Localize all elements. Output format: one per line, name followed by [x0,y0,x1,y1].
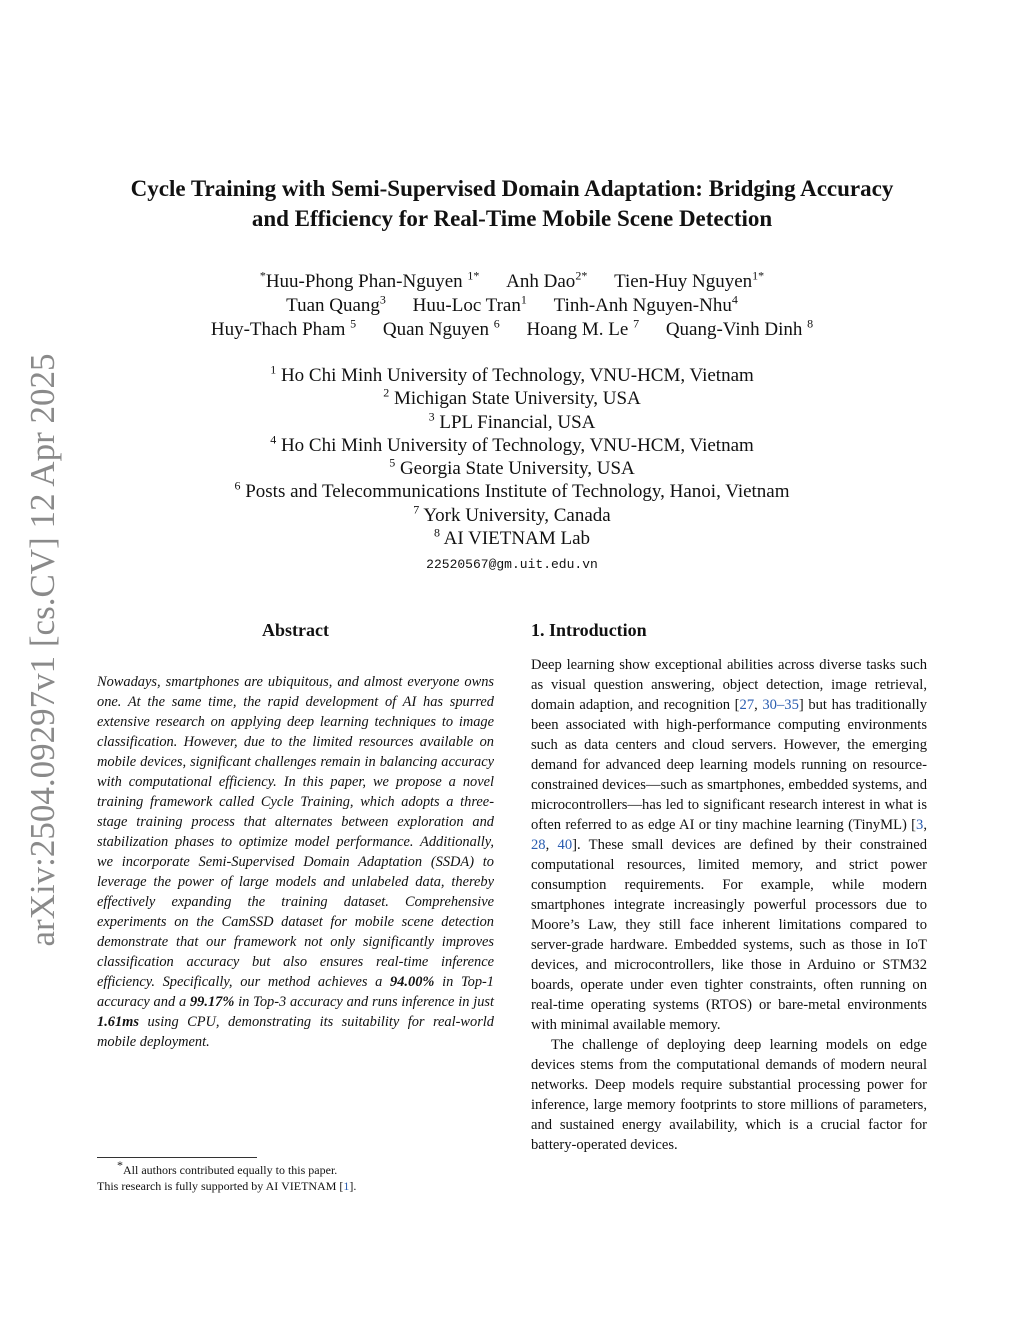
author: Quan Nguyen $^6$ [382,316,500,340]
citation-link[interactable]: 30–35 [762,697,799,713]
author: Huu-Loc Tran$^1$ [412,292,527,316]
arxiv-side-stamp [14,355,72,945]
author-list [90,270,934,342]
introduction-body [531,655,927,1155]
paragraph: The challenge of deploying deep learning models on edge devices stems from the computational demands of modern neural networks. Deep models require substantial processing power for inference, large memory footprints to store millions of parameters, and sustained energy availability, which is a crucial factor for battery-operated devices. [531,1037,927,1153]
abstract-body: Nowadays, smartphones are ubiquitous, and almost everyone owns one. At the same time, the rapid development of AI has spurred extensive research on applying deep learning techniques to image classification. However, due to the limited resources available on mobile devices, significant challenges remain in balancing accuracy with computational efficiency. In this paper, we propose a novel training framework called Cycle Training, which adopts a three-stage training process that alternates between exploration and stabilization phases to optimize model performance. Additionally, we incorporate Semi-Supervised Domain Adaptation (SSDA) to leverage the power of large models and unlabeled data, thereby effectively expanding the training dataset. Comprehensive experiments on the CamSSD dataset for mobile scene detection demonstrate that our framework not only significantly improves classification accuracy but also ensures real-time inference efficiency. Specifically, our method achieves a 94.00% in Top-1 accuracy and a 99.17% in Top-3 accuracy and runs inference in just 1.61ms using CPU, demonstrating its suitability for real-world mobile deployment. [97,674,495,1050]
affiliation: $^7$ York University, Canada [413,502,611,526]
author: *Huu-Phong Phan-Nguyen $^{1*}$ [259,268,480,292]
footnote-funding: This research is fully supported by AI VIETNAM [1]. [97,1179,357,1193]
paper-title [90,174,934,234]
affiliation: $^8$ AI VIETNAM Lab [433,525,591,550]
affiliation: $^3$ LPL Financial, USA [428,409,596,433]
contact-email: 22520567@gm.uit.edu.vn [426,557,598,572]
citation-link[interactable]: 28 [531,837,546,853]
author-line-3 [90,318,934,342]
title-line-1: Cycle Training with Semi-Supervised Domain Adaptation: Bridging Accuracy [130,176,894,201]
affiliation: $^2$ Michigan State University, USA [383,385,641,410]
affiliation: $^4$ Ho Chi Minh University of Technology, VNU-HCM, Vietnam [270,432,754,456]
author: Huy-Thach Pham $^5$ [210,316,357,340]
author: Tien-Huy Nguyen$^{1*}$ [614,268,765,292]
title-line-2: and Efficiency for Real-Time Mobile Scene Detection [251,206,773,231]
author: Tinh-Anh Nguyen-Nhu$^4$ [553,292,738,316]
author: Quang-Vinh Dinh $^8$ [665,316,814,340]
author: Hoang M. Le $^7$ [526,316,640,340]
arxiv-identifier: arXiv:2504.09297v1 [cs.CV] 12 Apr 2025 [23,353,62,947]
affiliation-list [90,364,934,550]
author-line-2 [90,294,934,318]
paragraph: Deep learning show exceptional abilities across diverse tasks such as visual question answering, object detection, image retrieval, domain adaption, and recognition [27, 30–35] but has traditionally been associated with high-performance computing environments such as data centers and cloud servers. However, the emerging demand for advanced deep learning models running on resource-constrained devices—such as smartphones, embedded systems, and microcontrollers—has led to significant research interest in what is often referred to as edge AI or tiny machine learning (TinyML) [3, 28, 40]. These small devices are defined by their constrained computational resources, limited memory, and strict power consumption requirements. For example, while modern smartphones integrate increasingly powerful processors due to Moore’s Law, they still face inherent limitations compared to server-grade hardware. Embedded systems, such as those in IoT devices, and microcontrollers, like those in Arduino or STM32 boards, operate under even tighter constraints, often running on real-time operating systems (RTOS) or bare-metal environments with minimal available memory. [531,657,928,1033]
affiliation: $^5$ Georgia State University, USA [389,455,635,480]
author: Anh Dao$^{2*}$ [506,268,588,292]
citation-link[interactable]: 3 [916,817,924,833]
affiliation: $^6$ Posts and Telecommunications Institute of Technology, Hanoi, Vietnam [234,479,790,503]
introduction-heading: 1. Introduction [531,620,647,640]
footnote-equal-contribution: *All authors contributed equally to this paper. [117,1158,338,1177]
abstract-heading: Abstract [262,620,329,640]
citation-link[interactable]: 1 [343,1179,350,1193]
citation-link[interactable]: 40 [557,837,573,853]
author: Tuan Quang$^3$ [286,292,386,316]
affiliation: $^1$ Ho Chi Minh University of Technology, VNU-HCM, Vietnam [270,362,754,386]
citation-link[interactable]: 27 [739,697,755,713]
author-line-1 [90,270,934,294]
